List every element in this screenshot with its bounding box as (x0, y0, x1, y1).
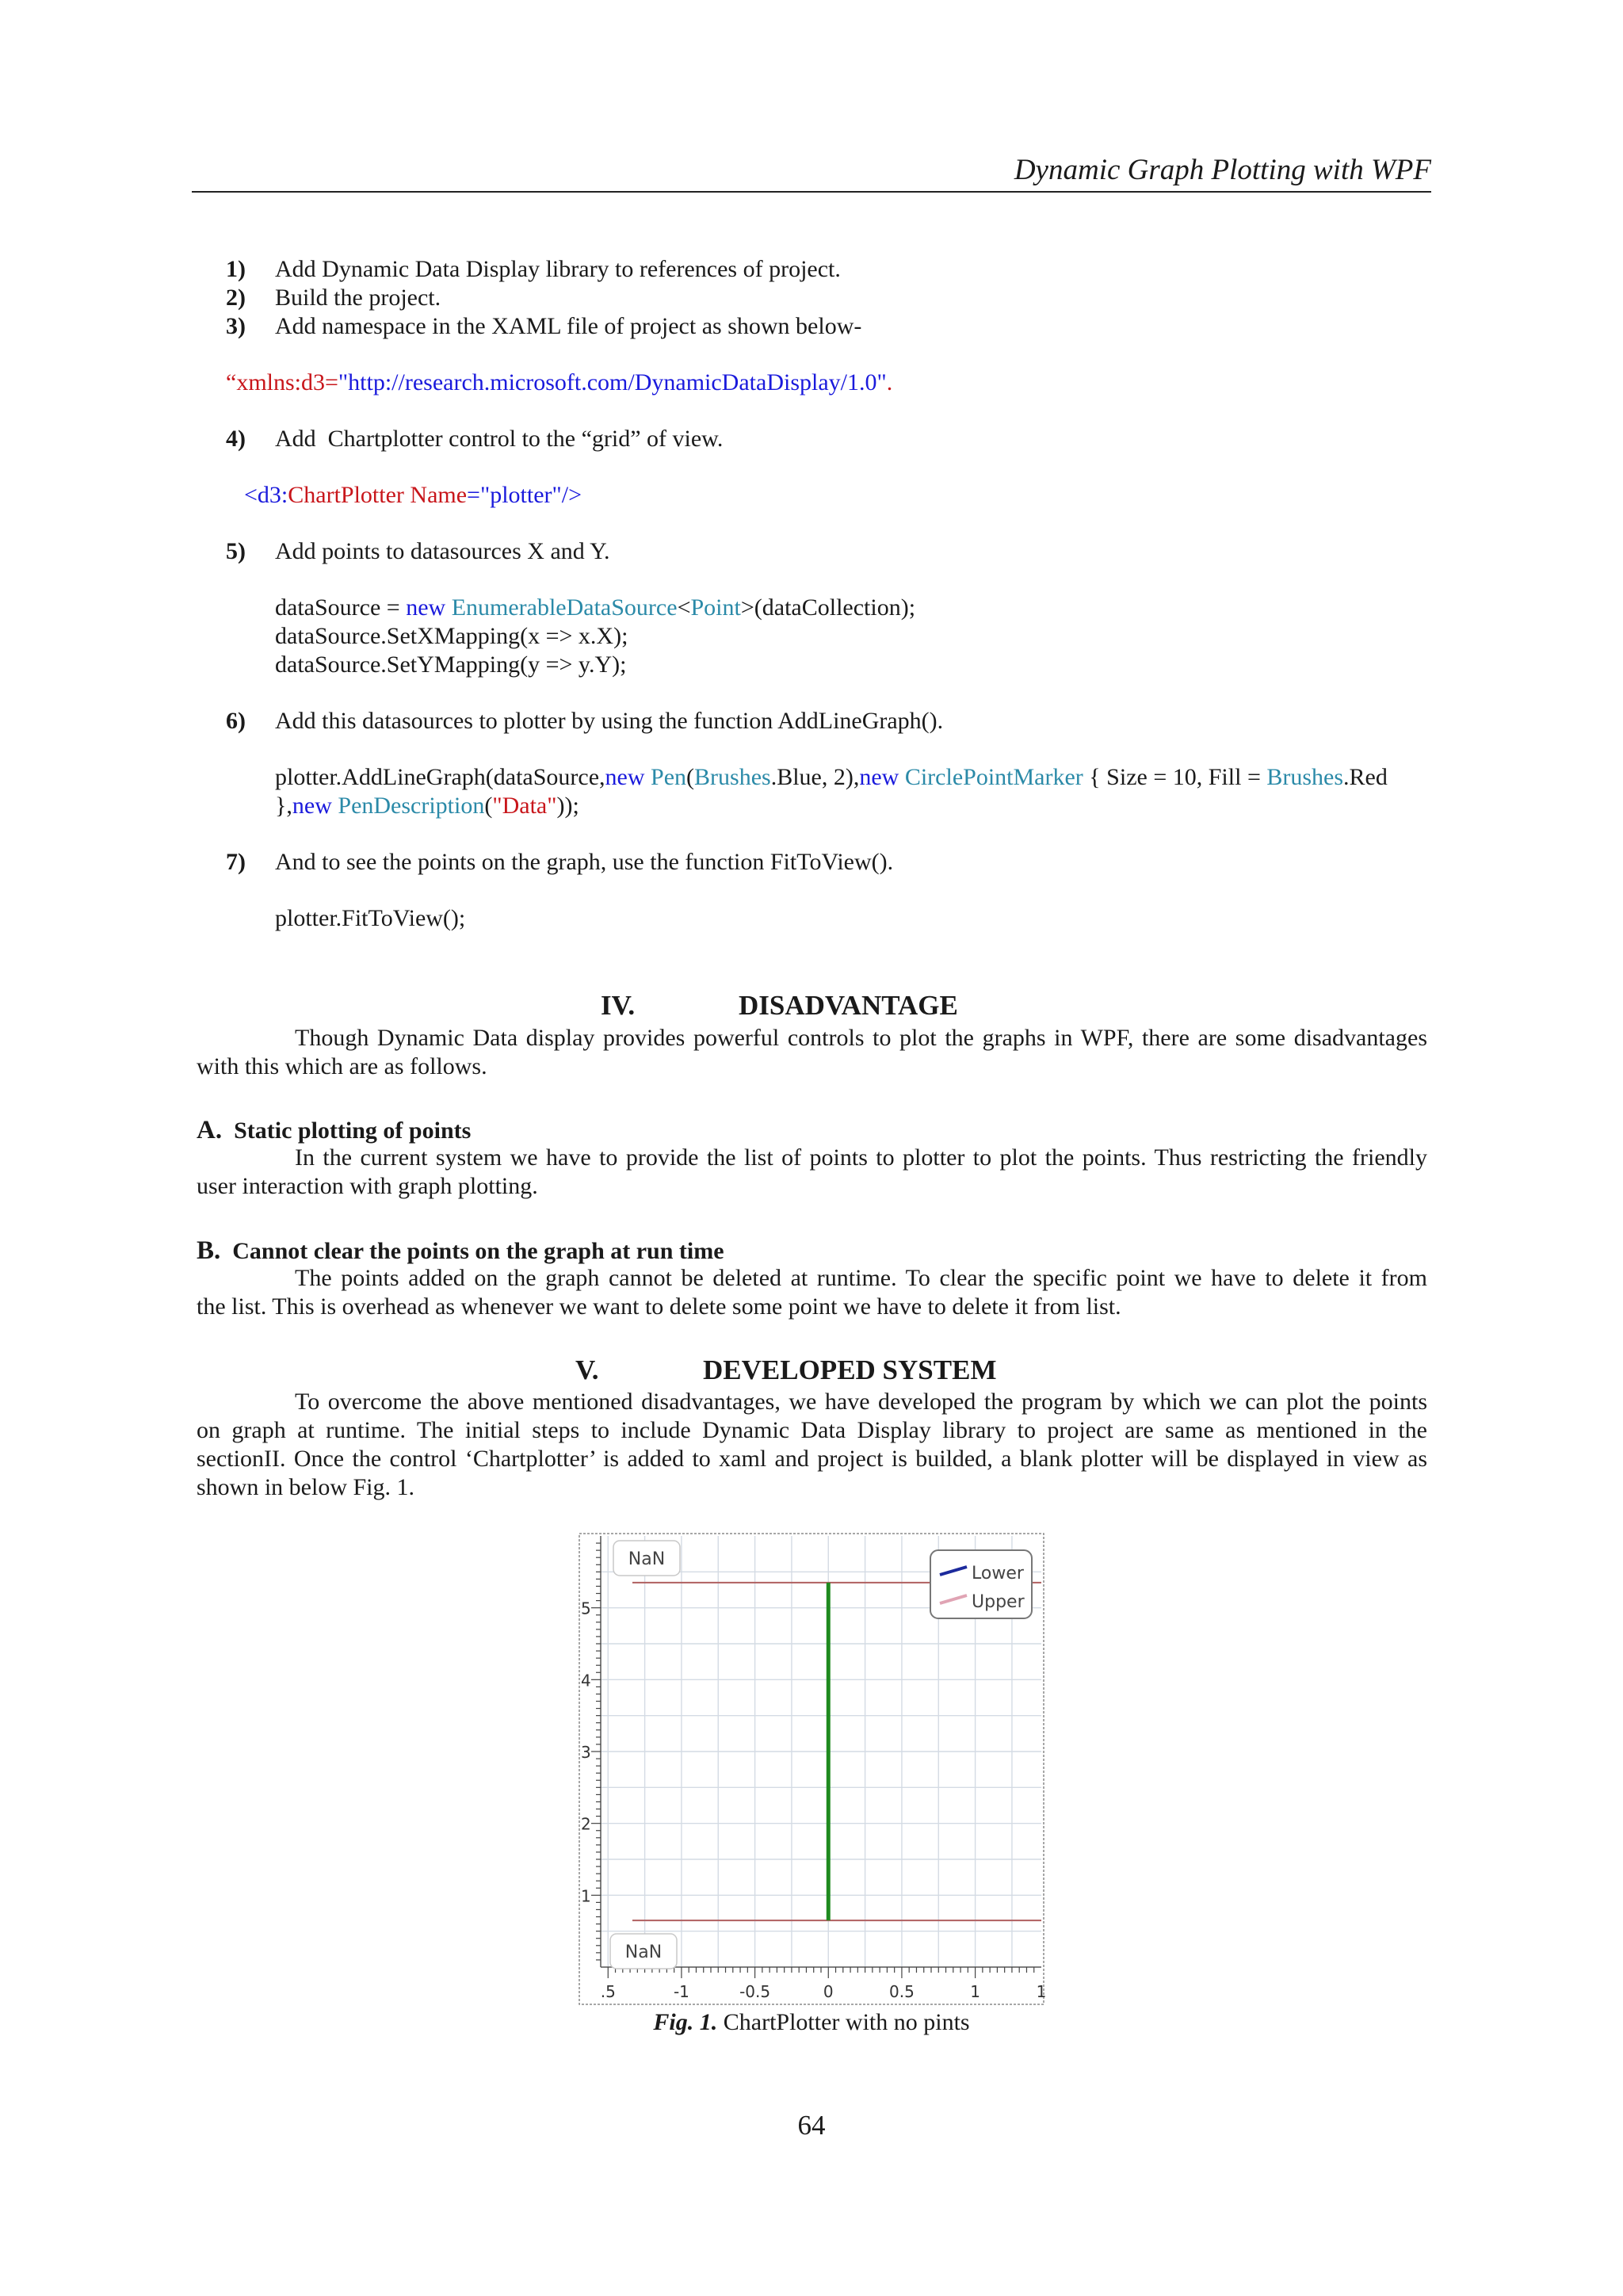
x-tick-label: -1 (673, 1982, 689, 2001)
step-number: 6) (226, 708, 246, 734)
header-rule (192, 191, 1431, 193)
section-paragraph: The points added on the graph cannot be deleted at runtime. To clear the specific point we have to delete it from the list. This is overhead as whenever we want to delete some point we have to delete it from list. (197, 1265, 1427, 1320)
code-datasource-line: dataSource.SetXMapping(x => x.X); (275, 623, 628, 649)
subsection-heading: B. Cannot clear the points on the graph at run time (197, 1236, 724, 1265)
x-tick-label: 1 (1036, 1982, 1047, 2001)
section-paragraph: To overcome the above mentioned disadvantages, we have developed the program by which we can plot the points on graph at runtime. The initial steps to include Dynamic Data Display library to project are same as mentioned in the sectionII. Once the control ‘Chartplotter’ is added to xaml and project is builded, a blank plotter will be displayed in view as shown in below Fig. 1. (197, 1389, 1427, 1500)
legend-label: Lower (972, 1564, 1024, 1584)
step-number: 1) (226, 256, 246, 282)
code-chartplotter: <d3:ChartPlotter Name="plotter"/> (244, 482, 582, 508)
x-tick-label: 0.5 (889, 1982, 915, 2001)
chartplotter-figure (579, 1533, 1047, 2005)
figure-caption-text: ChartPlotter with no pints (717, 2009, 970, 2035)
y-tick-label: 2 (581, 1814, 591, 1834)
legend-label: Upper (972, 1592, 1025, 1612)
running-title: Dynamic Graph Plotting with WPF (1014, 154, 1431, 186)
code-addlinegraph-line: plotter.AddLineGraph(dataSource,new Pen(Brushes.Blue, 2),new CirclePointMarker { Size = 10, Fill = Brushes.Red (275, 764, 1388, 790)
chart-svg (579, 1533, 1047, 2005)
section-number: IV. (601, 990, 636, 1021)
code-datasource-line: dataSource.SetYMapping(y => y.Y); (275, 651, 627, 678)
nan-label-bottom: NaN (624, 1943, 663, 1962)
page-number: 64 (797, 2110, 826, 2141)
x-tick-label: 1 (970, 1982, 980, 2001)
x-tick-label: .5 (600, 1982, 616, 2001)
code-namespace: “xmlns:d3="http://research.microsoft.com/DynamicDataDisplay/1.0". (226, 369, 893, 395)
step-text: Add namespace in the XAML file of project as shown below- (275, 313, 862, 339)
section-title: DEVELOPED SYSTEM (703, 1354, 997, 1385)
code-fittoview: plotter.FitToView(); (275, 905, 466, 931)
x-tick-label: 0 (823, 1982, 834, 2001)
code-addlinegraph-line: },new PenDescription("Data")); (275, 793, 579, 819)
nan-label-top: NaN (628, 1549, 666, 1569)
step-number: 4) (226, 426, 246, 452)
section-paragraph: In the current system we have to provide the list of points to plotter to plot the points. Thus restricting the friendly user interaction with graph plotting. (197, 1144, 1427, 1199)
step-text: Build the project. (275, 285, 441, 311)
step-text: Add Dynamic Data Display library to references of project. (275, 256, 841, 282)
y-tick-label: 5 (581, 1599, 591, 1618)
y-tick-label: 3 (581, 1743, 591, 1762)
step-text: Add points to datasources X and Y. (275, 538, 610, 564)
x-tick-label: -0.5 (739, 1982, 771, 2001)
step-text: Add this datasources to plotter by using the function AddLineGraph(). (275, 708, 944, 734)
step-text: Add Chartplotter control to the “grid” of view. (275, 426, 724, 452)
y-tick-label: 1 (581, 1886, 591, 1906)
code-datasource-line: dataSource = new EnumerableDataSource<Point>(dataCollection); (275, 594, 916, 621)
step-number: 7) (226, 849, 246, 875)
step-number: 2) (226, 285, 246, 311)
subsection-heading: A. Static plotting of points (197, 1116, 472, 1144)
section-title: DISADVANTAGE (739, 990, 958, 1021)
step-number: 5) (226, 538, 246, 564)
section-paragraph: Though Dynamic Data display provides powerful controls to plot the graphs in WPF, there are some disadvantages with this which are as follows. (197, 1025, 1427, 1079)
y-tick-label: 4 (581, 1671, 591, 1690)
step-number: 3) (226, 313, 246, 339)
step-text: And to see the points on the graph, use the function FitToView(). (275, 849, 894, 875)
figure-caption-label: Fig. 1. (653, 2009, 718, 2035)
section-number: V. (575, 1354, 599, 1385)
figure-caption (0, 2008, 1623, 2037)
